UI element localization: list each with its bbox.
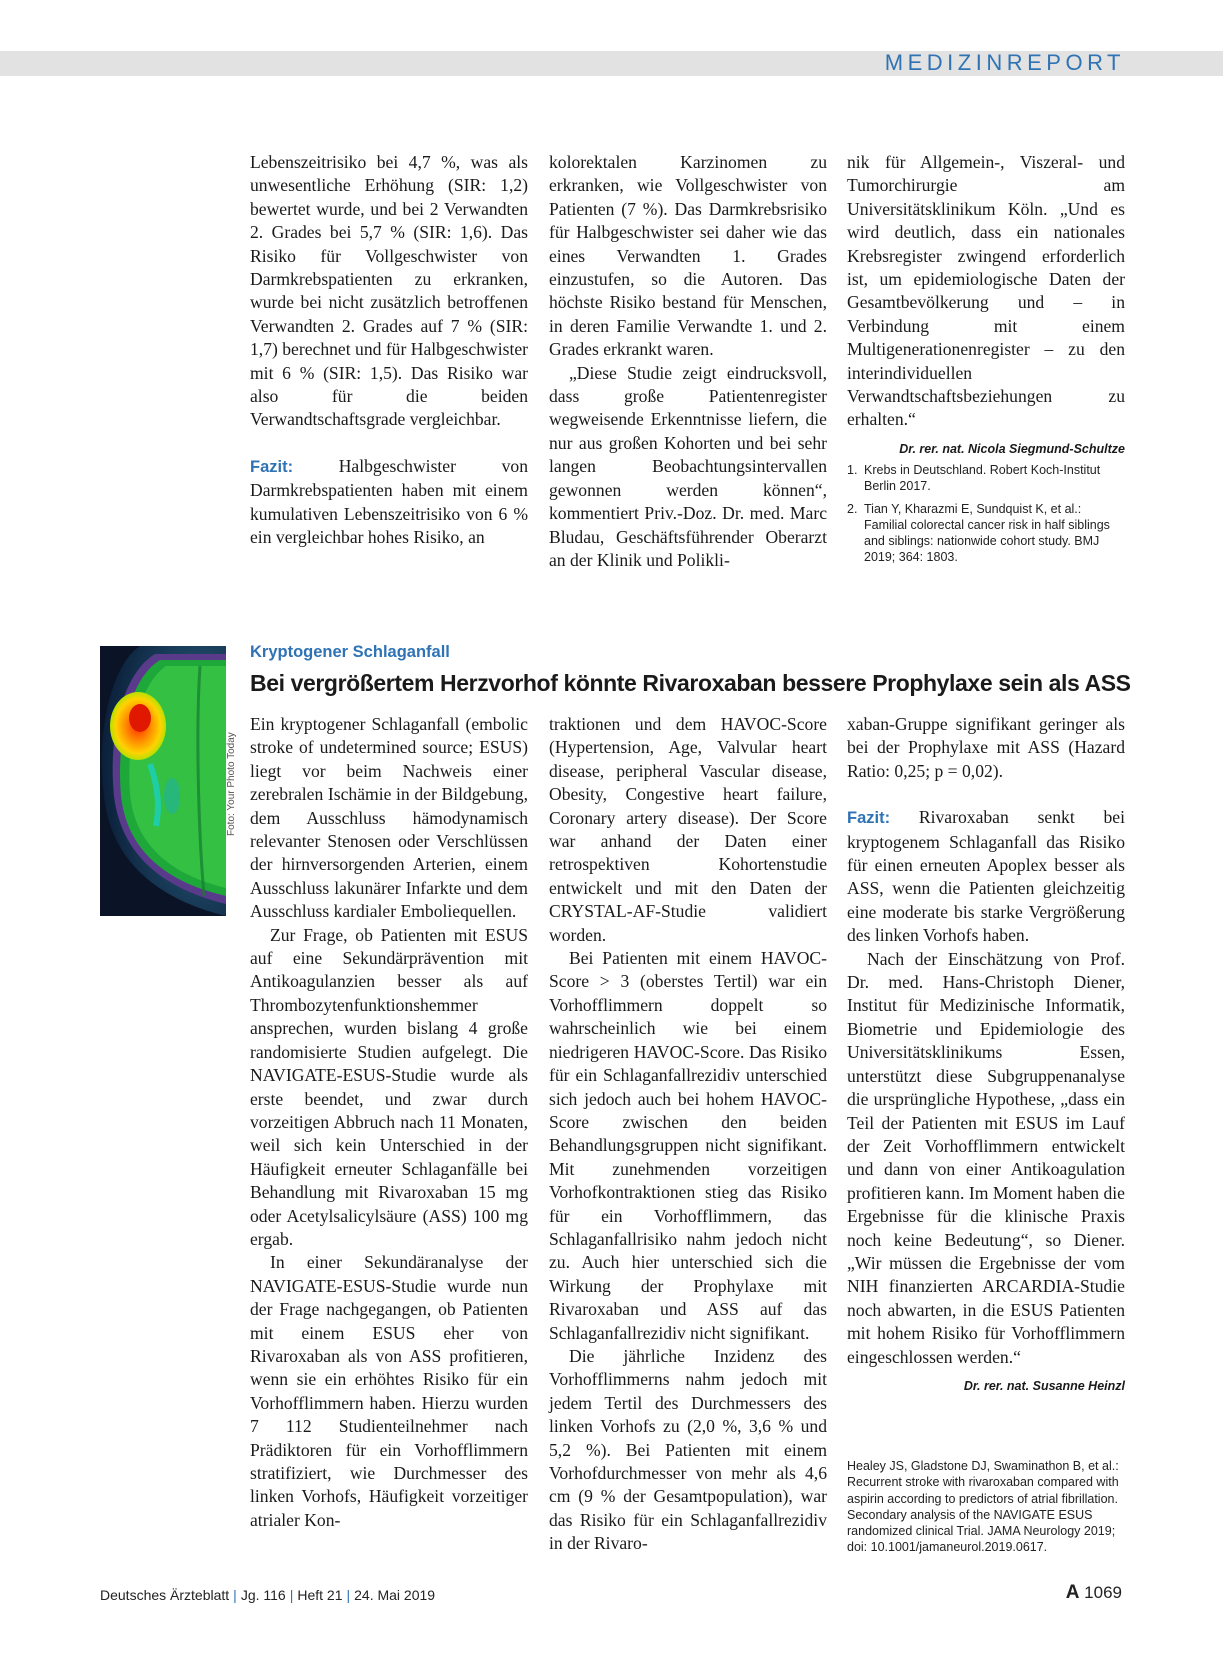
page-footer	[100, 1584, 1122, 1608]
article1-column-2	[549, 151, 827, 572]
paragraph: traktionen und dem HAVOC-Score (Hypertension, Age, Valvular heart disease, peripheral Vascular disease, Obesity, Congestive heart failure, Coronary artery disease). Der Score war anhand der Daten einer retrospektiven Kohortenstudie entwickelt und mit den Daten der CRYSTAL-AF-Studie validiert worden.	[549, 714, 827, 945]
photo-credit: Foto: Your Photo Today	[226, 732, 237, 836]
fazit-paragraph	[847, 806, 1125, 947]
page-number	[1066, 1582, 1122, 1604]
paragraph: Bei Patienten mit einem HAVOC-Score > 3 (oberstes Tertil) war ein Vorhofflimmern doppelt so wahrscheinlich wie bei einem niedrigeren HAVOC-Score. Das Risiko für ein Schlaganfallrezidiv unterschied sich jedoch auch bei hohem HAVOC-Score zwischen den beiden Behandlungsgruppen nicht signifikant. Mit zunehmenden vorzeitigen Vorhofkontraktionen stieg das Risiko für ein Vorhofflimmern, das Schlaganfallrisiko nahm jedoch nicht zu. Auch hier unterschied sich die Wirkung der Prophylaxe mit Rivaroxaban und ASS auf das Schlaganfallrezidiv nicht signifikant.	[549, 948, 827, 1343]
issue: Heft 21	[297, 1587, 343, 1603]
reference-item	[847, 501, 1117, 565]
separator: |	[346, 1587, 351, 1603]
fazit-label: Fazit:	[250, 457, 294, 476]
article2-column-1	[250, 713, 528, 1532]
paragraph: xaban-Gruppe signifikant geringer als bei der Prophylaxe mit ASS (Hazard Ratio: 0,25; p = 0,02).	[847, 714, 1125, 781]
author-line	[847, 436, 1125, 461]
article-kicker: Kryptogener Schlaganfall	[250, 643, 450, 661]
source-reference: Healey JS, Gladstone DJ, Swaminathon B, et al.: Recurrent stroke with rivaroxaban compared with aspirin according to predictors of atrial fibrillation. Secondary analysis of the NAVIGATE ESUS randomized clinical Trial. JAMA Neurology 2019; doi: 10.1001/jamaneurol.2019.0617.	[847, 1459, 1119, 1555]
footer-citation	[100, 1584, 1122, 1606]
author-name: Dr. rer. nat. Susanne Heinzl	[963, 1378, 1125, 1393]
article1-column-1	[250, 151, 528, 550]
fazit-text: Rivaroxaban senkt bei kryptogenem Schlaganfall das Risiko für einen erneuten Apoplex besser als ASS, wenn die Patienten gleichzeitig eine moderate bis starke Vergrößerung des linken Vorhofs haben.	[847, 807, 1125, 946]
reference-item	[847, 462, 1117, 494]
section-label: MEDIZINREPORT	[884, 50, 1125, 75]
author-line	[847, 1373, 1125, 1398]
article-headline: Bei vergrößertem Herzvorhof könnte Rivaroxaban bessere Prophylaxe sein als ASS	[250, 670, 1131, 696]
paragraph: Die jährliche Inzidenz des Vorhofflimmerns nahm jedoch mit jedem Tertil des Durchmessers des linken Vorhofs zu (2,0 %, 3,6 % und 5,2 %). Bei Patienten mit einem Vorhofdurchmesser von mehr als 4,6 cm (9 % der Gesamtpopulation), war das Risiko für ein Schlaganfallrezidiv in der Rivaro-	[549, 1345, 827, 1554]
volume: Jg. 116	[240, 1587, 286, 1603]
brain-scan-image	[100, 646, 226, 916]
separator: |	[289, 1587, 294, 1603]
paragraph: Nach der Einschätzung von Prof. Dr. med. Hans-Christoph Diener, Institut für Medizinische Informatik, Biometrie und Epidemiologie des Universitätsklinikums Essen, unterstützt diese Subgruppenanalyse die ursprüngliche Hypothese, „dass ein Teil der Patienten mit ESUS im Lauf der Zeit Vorhofflimmern entwickelt und dann von einer Antikoagulation profitieren kann. Im Moment haben die Ergebnisse für die klinische Praxis noch keine Bedeutung“, so Diener. „Wir müssen die Ergebnisse der vom NIH finanzierten ARCARDIA-Studie noch abwarten, in die ESUS Patienten mit hohem Risiko für Vorhofflimmern eingeschlossen werden.“	[847, 948, 1125, 1367]
fazit-label: Fazit:	[847, 809, 891, 828]
paragraph: Zur Frage, ob Patienten mit ESUS auf eine Sekundärprävention mit Antikoagulanzien besser als auf Thrombozytenfunktionshemmer ansprechen, wurden bislang 4 große randomisierte Studien aufgelegt. Die NAVIGATE-ESUS-Studie wurde als erste beendet, und zwar durch vorzeitigen Abbruch nach 11 Monaten, weil sich kein Unterschied in der Häufigkeit erneuter Schlaganfälle bei Behandlung mit Rivaroxaban 15 mg oder Acetylsalicylsäure (ASS) 100 mg ergab.	[250, 924, 528, 1249]
reference-list	[847, 462, 1117, 572]
fazit-text: Halbgeschwister von Darmkrebspatienten haben mit einem kumulativen Lebenszeitrisiko von 6 % ein vergleichbar hohes Risiko, an	[250, 455, 528, 548]
article2-column-2	[549, 713, 827, 1556]
paragraph: Lebenszeitrisiko bei 4,7 %, was als unwesentliche Erhöhung (SIR: 1,2) bewertet wurde, und bei 2 Verwandten 2. Grades bei 5,7 % (SIR: 1,6). Das Risiko für Vollgeschwister von Darmkrebspatienten zu erkranken, wurde bei nicht zusätzlich betroffenen Verwandten 2. Grades auf 7 % (SIR: 1,7) berechnet und für Halbgeschwister mit 6 % (SIR: 1,5). Das Risiko war also für die beiden Verwandtschaftsgrade vergleichbar.	[250, 152, 528, 430]
paragraph: „Diese Studie zeigt eindrucksvoll, dass große Patientenregister wegweisende Erkenntnisse liefern, die nur aus großen Kohorten und bei sehr langen Beobachtungsintervallen gewonnen werden können“, kommentiert Priv.-Doz. Dr. med. Marc Bludau, Geschäftsführender Oberarzt an der Klinik und Polikli-	[549, 362, 827, 570]
paragraph: kolorektalen Karzinomen zu erkranken, wie Vollgeschwister von Patienten (7 %). Das Darmkrebsrisiko für Halbgeschwister sei daher wie das eines Verwandten 1. Grades einzustufen, so die Autoren. Das höchste Risiko bestand für Menschen, in deren Familie Verwandte 1. und 2. Grades erkrankt waren.	[549, 152, 827, 360]
page-number-value: 1069	[1084, 1583, 1122, 1602]
article1-column-3	[847, 151, 1125, 461]
reference-number: 1.	[847, 463, 858, 477]
reference-text: Tian Y, Kharazmi E, Sundquist K, et al.: Familial colorectal cancer risk in half siblings and siblings: nationwide cohort study. BMJ 2019; 364: 1803.	[864, 502, 1110, 564]
article2-column-3	[847, 713, 1125, 1398]
paragraph: Ein kryptogener Schlaganfall (embolic stroke of undetermined source; ESUS) liegt vor beim Nachweis einer zerebralen Ischämie in der Bildgebung, dem Ausschluss hämodynamisch relevanter Stenosen oder Verschlüssen der hirnversorgenden Arterien, einem Ausschluss lakunärer Infarkte und dem Ausschluss kardialer Emboliequellen.	[250, 714, 528, 922]
separator: |	[233, 1587, 237, 1603]
issue-date: 24. Mai 2019	[354, 1587, 436, 1603]
author-name: Dr. rer. nat. Nicola Siegmund-Schultze	[899, 441, 1125, 456]
fazit-paragraph	[250, 455, 528, 550]
journal-name: Deutsches Ärzteblatt	[100, 1587, 230, 1603]
reference-number: 2.	[847, 502, 858, 516]
page-prefix: A	[1065, 1582, 1080, 1603]
reference-text: Krebs in Deutschland. Robert Koch-Institut Berlin 2017.	[864, 463, 1101, 493]
paragraph: nik für Allgemein-, Viszeral- und Tumorchirurgie am Universitätsklinikum Köln. „Und es wird deutlich, dass ein nationales Krebsregister zwingend erforderlich ist, um epidemiologische Daten der Gesamtbevölkerung und – in Verbindung mit einem Multigenerationenregister – zu den interindividuellen Verwandtschaftsbeziehungen zu erhalten.“	[847, 152, 1125, 430]
paragraph: In einer Sekundäranalyse der NAVIGATE-ESUS-Studie wurde nun der Frage nachgegangen, ob Patienten mit einem ESUS eher von Rivaroxaban als von ASS profitieren, wenn sie ein erhöhtes Risiko für ein Vorhofflimmern haben. Hierzu wurden 7 112 Studienteilnehmer nach Prädiktoren für ein Vorhofflimmern stratifiziert, wie Durchmesser des linken Vorhofs, Häufigkeit vorzeitiger atrialer Kon-	[250, 1252, 528, 1530]
